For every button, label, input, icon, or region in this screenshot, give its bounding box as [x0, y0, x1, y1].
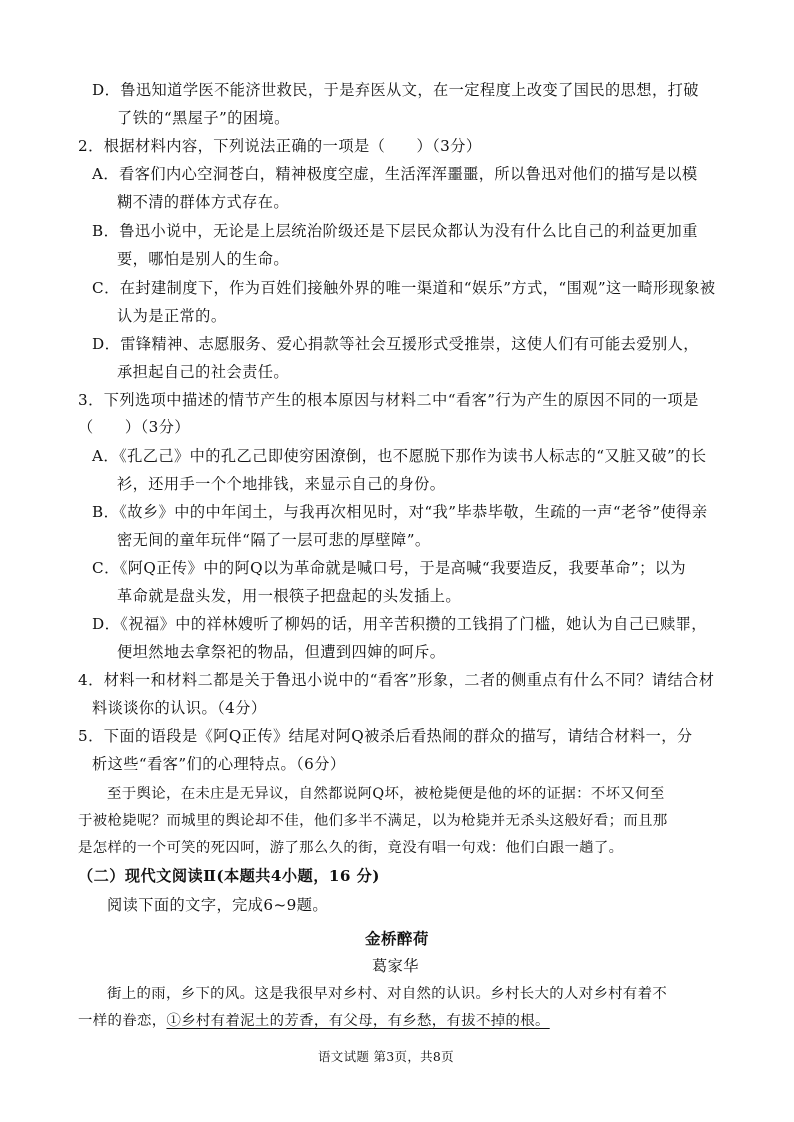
q2-option-a-line1: A．看客们内心空洞苍白，精神极度空虚，生活浑浑噩噩，所以鲁迅对他们的描写是以模 — [92, 165, 698, 183]
q3-option-d-line2: 便坦然地去拿祭祀的物品，但遭到四婶的呵斥。 — [117, 643, 446, 661]
q2-option-b-line1: B．鲁迅小说中，无论是上层统治阶级还是下层民众都认为没有什么比自己的利益更加重 — [92, 222, 698, 240]
q3-option-a-line1: A．《孔乙己》中的孔乙己即使穷困潦倒，也不愿脱下那作为读书人标志的“又脏又破”的长 — [92, 447, 707, 465]
q5-quote-line3: 是怎样的一个可笑的死囚呵，游了那么久的街，竟没有唱一句戏：他们白跟一趟了。 — [78, 840, 624, 856]
q5-quote-line1: 至于舆论，在未庄是无异议，自然都说阿Q坏，被枪毙便是他的坏的证据：不坏又何至 — [107, 786, 665, 802]
essay-author: 葛家华 — [372, 957, 419, 975]
q5-line2: 析这些“看客”们的心理特点。（6分） — [92, 755, 346, 773]
q3-stem-line1: 3．下列选项中描述的情节产生的根本原因与材料二中“看客”行为产生的原因不同的一项是 — [78, 391, 699, 409]
q3-option-b-line1: B．《故乡》中的中年闰土，与我再次相见时，对“我”毕恭毕敬，生疏的一声“老爷”使得亲 — [92, 503, 708, 521]
essay-title: 金桥醉荷 — [365, 929, 429, 948]
q2-option-a-line2: 糊不清的群体方式存在。 — [117, 193, 290, 211]
q5-quote-line2: 于被枪毙呢？而城里的舆论却不佳，他们多半不满足，以为枪毙并无杀头这般好看；而且那 — [78, 813, 668, 829]
q3-option-c-line1: C．《阿Q正传》中的阿Q以为革命就是喊口号，于是高喊“我要造反，我要革命”；以为 — [92, 559, 687, 577]
q1-option-d-line1: D．鲁迅知道学医不能济世救民，于是弃医从文，在一定程度上改变了国民的思想，打破 — [92, 81, 699, 99]
q2-option-c-line1: C．在封建制度下，作为百姓们接触外界的唯一渠道和“娱乐”方式，“围观”这一畸形现象被 — [92, 279, 716, 297]
essay-underlined-sentence: ①乡村有着泥土的芳香，有父母，有乡愁，有拔不掉的根。 — [166, 1013, 550, 1029]
q3-option-a-line2: 衫，还用手一个个地排钱，来显示自己的身份。 — [117, 475, 446, 493]
q2-stem: 2．根据材料内容，下列说法正确的一项是（ ）（3分） — [78, 137, 482, 155]
q3-stem-line2: （ ）（3分） — [78, 418, 190, 436]
q3-option-b-line2: 密无间的童年玩伴“隔了一层可悲的厚壁障”。 — [117, 531, 431, 549]
essay-paragraph1-line1: 街上的雨，乡下的风。这是我很早对乡村、对自然的认识。乡村长大的人对乡村有着不 — [107, 986, 668, 1002]
section-2-heading: （二）现代文阅读Ⅱ(本题共4小题，16 分) — [78, 867, 380, 885]
q5-line1: 5．下面的语段是《阿Q正传》结尾对阿Q被杀后看热闹的群众的描写，请结合材料一，分 — [78, 727, 693, 745]
essay-plain-text: 一样的眷恋， — [78, 1013, 167, 1029]
section-2-instruction: 阅读下面的文字，完成6~9题。 — [107, 896, 329, 914]
page-footer: 语文试题 第3页，共8页 — [318, 1049, 454, 1064]
q2-option-d-line2: 承担起自己的社会责任。 — [117, 363, 290, 381]
q4-line1: 4．材料一和材料二都是关于鲁迅小说中的“看客”形象，二者的侧重点有什么不同？请结合材 — [78, 671, 715, 689]
q2-option-c-line2: 认为是正常的。 — [117, 307, 227, 325]
q2-option-b-line2: 要，哪怕是别人的生命。 — [117, 250, 290, 268]
q1-option-d-line2: 了铁的“黑屋子”的困境。 — [117, 109, 290, 127]
q4-line2: 料谈谈你的认识。（4分） — [92, 699, 267, 717]
q3-option-c-line2: 革命就是盘头发，用一根筷子把盘起的头发插上。 — [117, 587, 462, 605]
essay-paragraph1-line2 — [78, 1011, 550, 1031]
q2-option-d-line1: D．雷锋精神、志愿服务、爱心捐款等社会互援形式受推崇，这使人们有可能去爱别人， — [92, 335, 699, 353]
q3-option-d-line1: D．《祝福》中的祥林嫂听了柳妈的话，用辛苦积攒的工钱捐了门槛，她认为自己已赎罪， — [92, 615, 707, 633]
